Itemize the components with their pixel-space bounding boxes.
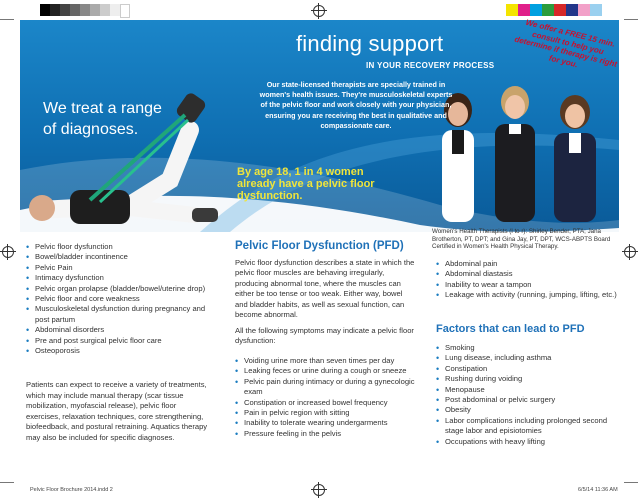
registration-mark-top bbox=[313, 5, 325, 17]
file-slug: Pelvic Floor Brochure 2014.indd 2 bbox=[30, 487, 113, 493]
print-timestamp: 6/5/14 11:36 AM bbox=[578, 487, 618, 493]
treatment-paragraph: Patients can expect to receive a variety of treatments, which may include manual therapy (scar tissue mobilization, myofascial release), pelvic floor exercises, relaxation techniques, core strengthening, biofeedback, and postural retraining. Aquatics therapy may also be included for specific diagnoses. bbox=[26, 380, 208, 442]
list-item: • Post abdominal or pelvic surgery bbox=[436, 395, 621, 405]
list-item: • Constipation bbox=[436, 364, 621, 374]
diagnoses-list bbox=[26, 242, 216, 356]
list-item: • Inability to tolerate wearing undergarments bbox=[235, 418, 420, 428]
print-color-bar-cmyk bbox=[506, 4, 602, 16]
list-item: • Abdominal disorders bbox=[26, 325, 216, 335]
registration-mark-left bbox=[2, 246, 14, 258]
list-item: • Pre and post surgical pelvic floor care bbox=[26, 336, 216, 346]
list-item: • Leaking feces or urine during a cough or sneeze bbox=[235, 366, 420, 376]
list-item: • Obesity bbox=[436, 405, 621, 415]
symptoms-list-continued bbox=[436, 259, 621, 301]
list-item: • Musculoskeletal dysfunction during pregnancy and post partum bbox=[26, 304, 216, 325]
we-treat-heading: We treat a range of diagnoses. bbox=[43, 100, 162, 138]
list-item: • Bowel/bladder incontinence bbox=[26, 252, 216, 262]
list-item: • Labor complications including prolonged second stage labor and episiotomies bbox=[436, 416, 621, 437]
banner-title: finding support bbox=[296, 31, 444, 56]
list-item: • Leakage with activity (running, jumping, lifting, etc.) bbox=[436, 290, 621, 300]
list-item: • Pelvic pain during intimacy or during a gynecologic exam bbox=[235, 377, 420, 398]
list-item: • Osteoporosis bbox=[26, 346, 216, 356]
list-item: • Pelvic floor and core weakness bbox=[26, 294, 216, 304]
list-item: • Abdominal diastasis bbox=[436, 269, 621, 279]
pfd-heading: Pelvic Floor Dysfunction (PFD) bbox=[235, 240, 404, 252]
list-item: • Pressure feeling in the pelvis bbox=[235, 429, 420, 439]
print-color-bar-grayscale bbox=[40, 4, 130, 16]
registration-mark-right bbox=[624, 246, 636, 258]
list-item: • Menopause bbox=[436, 385, 621, 395]
factors-list bbox=[436, 343, 621, 447]
list-item: • Pelvic Pain bbox=[26, 263, 216, 273]
list-item: • Pelvic floor dysfunction bbox=[26, 242, 216, 252]
crop-mark bbox=[0, 19, 14, 20]
pfd-statistic: By age 18, 1 in 4 women already have a pelvic floor dysfunction. bbox=[237, 166, 375, 202]
banner-subtitle: IN YOUR RECOVERY PROCESS bbox=[366, 61, 495, 70]
crop-mark bbox=[0, 482, 14, 483]
pfd-description: Pelvic floor dysfunction describes a state in which the pelvic floor muscles are behaving irregularly, producing abnormal tone, where the muscles can either be too tense or too weak. Either way, bowel and bladder habits, as well as sexual function, can become abnormal. bbox=[235, 258, 415, 320]
list-item: • Pelvic organ prolapse (bladder/bowel/uterine drop) bbox=[26, 284, 216, 294]
list-item: • Abdominal pain bbox=[436, 259, 621, 269]
list-item: • Smoking bbox=[436, 343, 621, 353]
crop-mark bbox=[624, 19, 638, 20]
free-consult-callout: We offer a FREE 15 min. consult to help you determine if therapy is right for you. bbox=[513, 17, 619, 69]
banner-paragraph: Our state-licensed therapists are specially trained in women's health issues. They're musculoskeletal experts of the pelvic floor and work closely with your physician, ensuring you are receiving the best in qualitative and compassionate care. bbox=[259, 80, 453, 130]
list-item: • Occupations with heavy lifting bbox=[436, 437, 621, 447]
crop-mark bbox=[624, 482, 638, 483]
list-item: • Inability to wear a tampon bbox=[436, 280, 621, 290]
list-item: • Rushing during voiding bbox=[436, 374, 621, 384]
therapists-caption: Women's Health Therapists (l to r): Shirley Bender, PTA; Jana Brotherton, PT, DPT; and Gina Jay, PT, DPT, WCS-ABPTS Board Certified in Women's Health Physical Therapy. bbox=[432, 228, 611, 251]
registration-mark-bottom bbox=[313, 484, 325, 496]
list-item: • Lung disease, including asthma bbox=[436, 353, 621, 363]
factors-heading: Factors that can lead to PFD bbox=[436, 323, 585, 335]
list-item: • Voiding urine more than seven times per day bbox=[235, 356, 420, 366]
list-item: • Pain in pelvic region with sitting bbox=[235, 408, 420, 418]
symptoms-intro: All the following symptoms may indicate a pelvic floor dysfunction: bbox=[235, 326, 414, 346]
list-item: • Intimacy dysfunction bbox=[26, 273, 216, 283]
symptoms-list bbox=[235, 356, 420, 439]
list-item: • Constipation or increased bowel frequency bbox=[235, 398, 420, 408]
